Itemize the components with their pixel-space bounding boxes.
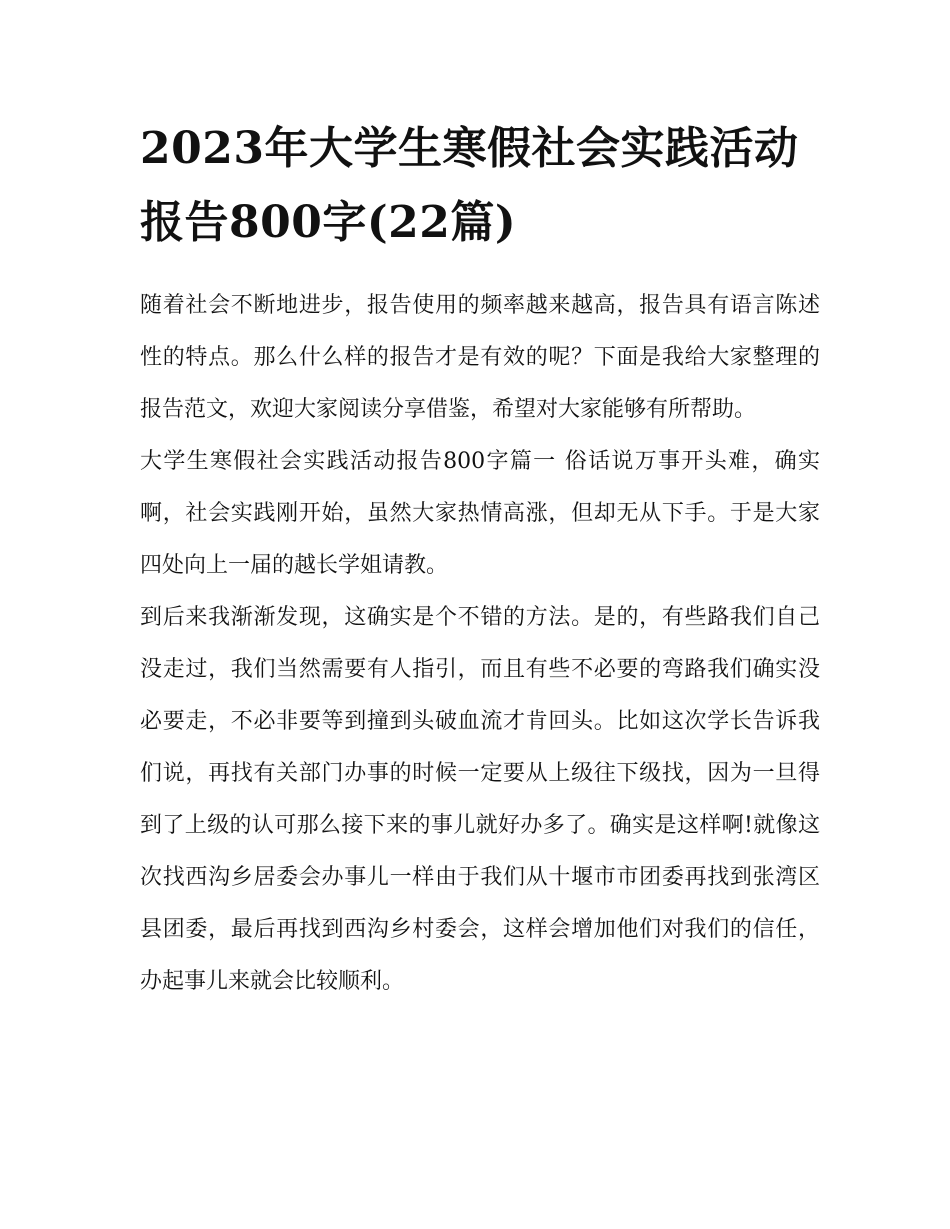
intro-paragraph: 随着社会不断地进步，报告使用的频率越来越高，报告具有语言陈述性的特点。那么什么样的报告才是有效的呢？下面是我给大家整理的报告范文，欢迎大家阅读分享借鉴，希望对大家能够有所帮助。 — [140, 293, 820, 422]
document-title: 2023年大学生寒假社会实践活动报告800字(22篇) — [140, 123, 799, 248]
document-page — [140, 112, 820, 1008]
body-paragraph: 到后来我渐渐发现，这确实是个不错的方法。是的，有些路我们自己没走过，我们当然需要有人指引，而且有些不必要的弯路我们确实没必要走，不必非要等到撞到头破血流才肯回头。比如这次学长告诉我们说，再找有关部门办事的时候一定要从上级往下级找，因为一旦得到了上级的认可那么接下来的事儿就好办多了。确实是这样啊!就像这次找西沟乡居委会办事儿一样由于我们从十堰市市团委再找到张湾区县团委，最后再找到西沟乡村委会，这样会增加他们对我们的信任，办起事儿来就会比较顺利。 — [140, 605, 820, 994]
body-paragraph: 大学生寒假社会实践活动报告800字篇一 俗话说万事开头难，确实啊，社会实践刚开始，虽然大家热情高涨，但却无从下手。于是大家四处向上一届的越长学姐请教。 — [140, 449, 820, 578]
